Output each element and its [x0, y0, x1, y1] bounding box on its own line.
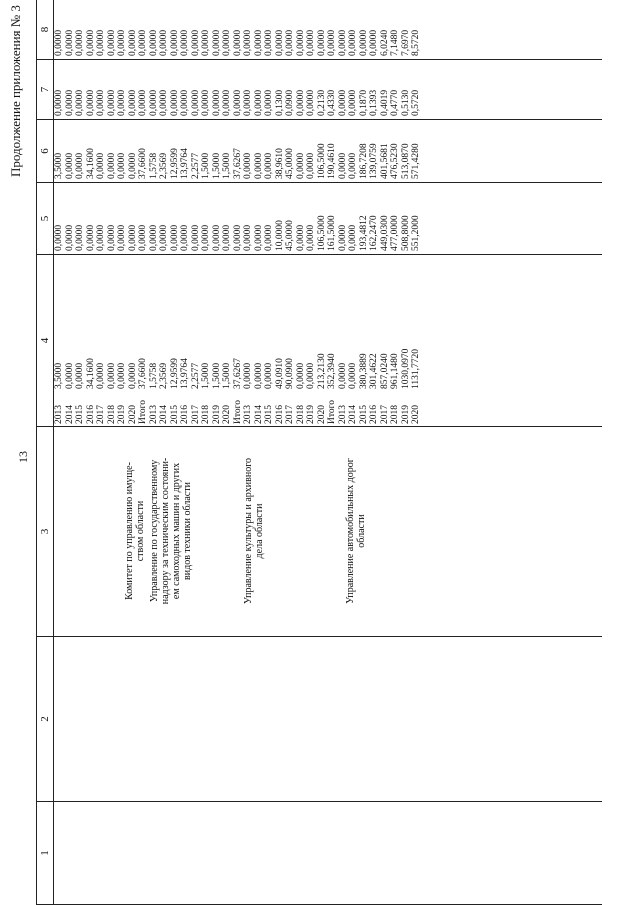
agency-name: Управление автомобильных дорог области — [345, 458, 367, 604]
value-cell: 0,0000 — [243, 152, 253, 179]
value-cell: 0,0000 — [211, 224, 222, 251]
total-value: 1030,0970 — [400, 348, 411, 389]
column-7-cell — [54, 60, 602, 120]
value-cell: 0,0000 — [264, 152, 274, 179]
total-value: 1,5000 — [222, 362, 232, 389]
value-cell: 0,0000 — [232, 224, 243, 251]
year-label: 2017 — [379, 405, 390, 424]
value-cell: 0,0000 — [117, 89, 127, 116]
value-cell: 37,6600 — [138, 148, 148, 179]
total-value: 1,5758 — [148, 362, 159, 389]
column-1-cell — [54, 802, 602, 905]
value-cell: 508,8000 — [400, 215, 411, 251]
year-label: 2014 — [253, 405, 264, 424]
column-6-cell — [54, 120, 602, 183]
value-cell: 0,0000 — [222, 224, 232, 251]
value-cell: 0,0000 — [127, 152, 138, 179]
value-cell: 0,0000 — [295, 29, 306, 56]
year-label: 2013 — [243, 405, 253, 424]
value-cell: 476,5230 — [390, 143, 400, 179]
total-value: 0,0000 — [117, 362, 127, 389]
column-number: 7 — [37, 60, 54, 120]
column-7-values — [54, 60, 422, 119]
year-label: 2015 — [358, 405, 369, 424]
value-cell: 190,4610 — [327, 143, 337, 179]
value-cell: 0,0000 — [337, 152, 348, 179]
total-value: 0,0000 — [106, 362, 117, 389]
value-cell: 2,2577 — [190, 152, 201, 179]
value-cell: 571,4280 — [411, 143, 421, 179]
value-cell: 0,0000 — [285, 29, 295, 56]
year-label: 2016 — [180, 405, 190, 424]
value-cell: 0,0000 — [358, 29, 369, 56]
total-value: 0,0000 — [306, 362, 316, 389]
value-cell: 0,0000 — [117, 152, 127, 179]
table-body-row — [54, 0, 602, 905]
year-label: 2014 — [159, 405, 169, 424]
value-cell: 0,0000 — [295, 224, 306, 251]
value-cell: 0,1393 — [369, 89, 379, 116]
year-label: 2018 — [390, 405, 400, 424]
value-cell: 0,0000 — [180, 89, 190, 116]
year-column — [54, 392, 602, 426]
value-cell: 0,0000 — [274, 29, 285, 56]
value-cell: 0,0000 — [211, 89, 222, 116]
value-cell: 0,1870 — [358, 89, 369, 116]
value-cell: 3,5000 — [54, 152, 64, 179]
value-cell: 0,0000 — [253, 89, 264, 116]
value-cell: 0,0000 — [127, 89, 138, 116]
value-cell: 0,0000 — [75, 89, 85, 116]
value-cell: 2,3569 — [159, 152, 169, 179]
total-value: 0,0000 — [96, 362, 106, 389]
value-cell: 0,0000 — [75, 29, 85, 56]
value-cell: 401,5681 — [379, 143, 390, 179]
value-cell: 0,0000 — [64, 89, 75, 116]
value-cell: 45,0000 — [285, 220, 295, 251]
agency-name: Комитет по управлению имуще- ством области — [124, 462, 146, 600]
total-value: 90,0900 — [285, 358, 295, 389]
value-cell: 0,0000 — [253, 152, 264, 179]
year-label: 2016 — [85, 405, 96, 424]
total-value: 3,5000 — [54, 362, 64, 389]
value-cell: 0,0000 — [117, 29, 127, 56]
value-cell: 1,5000 — [201, 152, 211, 179]
value-cell: 8,5720 — [411, 29, 421, 56]
value-cell: 0,0000 — [138, 224, 148, 251]
total-value: 213,2130 — [316, 353, 327, 389]
value-cell: 0,0000 — [180, 29, 190, 56]
value-cell: 6,0240 — [379, 29, 390, 56]
year-label: 2013 — [337, 405, 348, 424]
value-cell: 477,0000 — [390, 215, 400, 251]
year-label: 2015 — [169, 405, 180, 424]
value-cell: 0,0000 — [295, 152, 306, 179]
value-cell: 0,0000 — [201, 29, 211, 56]
value-cell: 0,0000 — [243, 89, 253, 116]
year-label: 2019 — [211, 405, 222, 424]
value-cell: 0,0000 — [106, 152, 117, 179]
value-cell: 7,6970 — [400, 29, 411, 56]
total-value: 1,5000 — [211, 362, 222, 389]
value-cell: 0,0000 — [127, 224, 138, 251]
column-number: 1 — [37, 802, 54, 905]
value-cell: 0,0000 — [85, 89, 96, 116]
total-value: 961,1480 — [390, 353, 400, 389]
total-value: 49,0910 — [274, 358, 285, 389]
value-cell: 1,5000 — [222, 152, 232, 179]
value-cell: 0,0000 — [348, 89, 358, 116]
total-value: 0,0000 — [64, 362, 75, 389]
value-cell: 449,0300 — [379, 215, 390, 251]
value-cell: 0,0000 — [264, 29, 274, 56]
total-value: 0,0000 — [75, 362, 85, 389]
column-5-cell — [54, 183, 602, 255]
value-cell: 0,0000 — [190, 89, 201, 116]
value-cell: 0,0000 — [232, 29, 243, 56]
value-cell: 0,0000 — [180, 224, 190, 251]
value-cell: 0,0000 — [316, 29, 327, 56]
value-cell: 37,6267 — [232, 148, 243, 179]
value-cell: 0,4019 — [379, 89, 390, 116]
total-value: 301,4622 — [369, 353, 379, 389]
value-cell: 0,0000 — [159, 89, 169, 116]
year-label: 2017 — [285, 405, 295, 424]
total-value: 352,3940 — [327, 353, 337, 389]
column-number: 8 — [37, 0, 54, 60]
value-cell: 0,0000 — [190, 29, 201, 56]
value-cell: 0,0000 — [211, 29, 222, 56]
column-number: 2 — [37, 637, 54, 802]
total-value: 0,0000 — [337, 362, 348, 389]
value-cell: 0,0000 — [348, 29, 358, 56]
year-label: 2018 — [201, 405, 211, 424]
value-cell: 0,0000 — [54, 89, 64, 116]
value-cell: 45,0000 — [285, 148, 295, 179]
value-cell: 0,0000 — [348, 224, 358, 251]
value-cell: 0,0000 — [64, 224, 75, 251]
value-cell: 34,1600 — [85, 148, 96, 179]
total-value: 1131,7720 — [411, 348, 421, 389]
total-value: 2,3569 — [159, 362, 169, 389]
value-cell: 193,4812 — [358, 215, 369, 251]
value-cell: 0,4330 — [327, 89, 337, 116]
value-cell: 0,0000 — [54, 29, 64, 56]
value-cell: 7,1480 — [390, 29, 400, 56]
value-cell: 0,0000 — [96, 224, 106, 251]
total-value: 0,0000 — [295, 362, 306, 389]
column-2-cell — [54, 637, 602, 802]
value-cell: 0,0000 — [327, 29, 337, 56]
value-cell: 0,0000 — [148, 224, 159, 251]
value-cell: 0,0000 — [96, 29, 106, 56]
value-cell: 0,0000 — [138, 29, 148, 56]
total-value: 0,0000 — [253, 362, 264, 389]
value-cell: 0,0000 — [64, 29, 75, 56]
value-cell: 0,0000 — [201, 89, 211, 116]
year-label: 2019 — [306, 405, 316, 424]
value-cell: 0,0000 — [264, 224, 274, 251]
value-cell: 0,0000 — [190, 224, 201, 251]
value-cell: 0,0000 — [264, 89, 274, 116]
value-cell: 13,9764 — [180, 148, 190, 179]
value-cell: 0,0900 — [285, 89, 295, 116]
total-value: 0,0000 — [243, 362, 253, 389]
value-cell: 186,7208 — [358, 143, 369, 179]
value-cell: 0,0000 — [117, 224, 127, 251]
column-5-values — [54, 183, 422, 254]
column-number: 5 — [37, 183, 54, 255]
total-value: 34,1600 — [85, 358, 96, 389]
value-cell: 38,9610 — [274, 148, 285, 179]
total-value: 0,0000 — [348, 362, 358, 389]
value-cell: 0,0000 — [337, 224, 348, 251]
year-label: 2020 — [316, 405, 327, 424]
value-cell: 0,0000 — [369, 29, 379, 56]
value-cell: 551,2000 — [411, 215, 421, 251]
value-cell: 1,5000 — [211, 152, 222, 179]
value-cell: 0,5130 — [400, 89, 411, 116]
value-cell: 0,0000 — [243, 224, 253, 251]
year-label: 2017 — [96, 405, 106, 424]
total-value: 13,9764 — [180, 358, 190, 389]
value-cell: 0,2130 — [316, 89, 327, 116]
total-value: 2,2577 — [190, 362, 201, 389]
value-cell: 0,0000 — [232, 89, 243, 116]
value-cell: 0,1300 — [274, 89, 285, 116]
value-cell: 0,0000 — [106, 224, 117, 251]
year-label: 2020 — [127, 405, 138, 424]
value-cell: 513,0870 — [400, 143, 411, 179]
value-cell: 0,0000 — [159, 29, 169, 56]
value-cell: 106,5000 — [316, 215, 327, 251]
total-value: 37,6267 — [232, 358, 243, 389]
value-cell: 106,5000 — [316, 143, 327, 179]
value-cell: 0,0000 — [222, 89, 232, 116]
value-cell: 0,0000 — [64, 152, 75, 179]
year-label: 2019 — [117, 405, 127, 424]
year-total-cell — [54, 255, 602, 427]
year-label: 2017 — [190, 405, 201, 424]
value-cell: 0,0000 — [337, 29, 348, 56]
value-cell: 0,0000 — [306, 224, 316, 251]
value-cell: 0,0000 — [96, 89, 106, 116]
year-label: 2019 — [400, 405, 411, 424]
year-label: 2018 — [295, 405, 306, 424]
column-number: 3 — [37, 427, 54, 637]
page-number: 13 — [16, 451, 30, 463]
value-cell: 0,0000 — [201, 224, 211, 251]
value-cell: 0,0000 — [306, 152, 316, 179]
total-value: 380,3889 — [358, 353, 369, 389]
year-label: 2014 — [348, 405, 358, 424]
value-cell: 0,0000 — [159, 224, 169, 251]
value-cell: 0,0000 — [253, 224, 264, 251]
total-value: 1,5000 — [201, 362, 211, 389]
column-8-cell — [54, 0, 602, 60]
year-label: 2014 — [64, 405, 75, 424]
value-cell: 0,0000 — [169, 29, 180, 56]
value-cell: 0,0000 — [106, 89, 117, 116]
value-cell: 1,5758 — [148, 152, 159, 179]
value-cell: 139,0759 — [369, 143, 379, 179]
year-label: 2015 — [75, 405, 85, 424]
value-cell: 0,0000 — [127, 29, 138, 56]
year-label: 2013 — [148, 405, 159, 424]
column-number-row — [37, 0, 54, 905]
value-cell: 0,0000 — [75, 224, 85, 251]
value-cell: 161,5000 — [327, 215, 337, 251]
total-column — [54, 349, 602, 392]
value-cell: 12,9599 — [169, 148, 180, 179]
column-number: 4 — [37, 255, 54, 427]
value-cell: 0,0000 — [85, 29, 96, 56]
year-label: 2016 — [369, 405, 379, 424]
appendix-label: Продолжение приложения № 3 — [8, 5, 23, 177]
value-cell: 0,5720 — [411, 89, 421, 116]
data-table — [36, 0, 602, 905]
value-cell: 0,0000 — [54, 224, 64, 251]
total-value: 0,0000 — [127, 362, 138, 389]
value-cell: 162,2470 — [369, 215, 379, 251]
year-label: Итого — [138, 399, 148, 424]
value-cell: 0,0000 — [138, 89, 148, 116]
year-label: 2018 — [106, 405, 117, 424]
value-cell: 0,4770 — [390, 89, 400, 116]
value-cell: 0,0000 — [106, 29, 117, 56]
value-cell: 0,0000 — [85, 224, 96, 251]
value-cell: 0,0000 — [148, 89, 159, 116]
total-value: 37,6600 — [138, 358, 148, 389]
year-label: 2020 — [411, 405, 421, 424]
value-cell: 0,0000 — [222, 29, 232, 56]
year-label: 2013 — [54, 405, 64, 424]
year-label: 2016 — [274, 405, 285, 424]
year-label: 2015 — [264, 405, 274, 424]
agency-name: Управление по государственному надзору за техническим состояни- ем самоходных машин и других видов техники области — [149, 457, 193, 605]
value-cell: 0,0000 — [337, 89, 348, 116]
column-6-values — [54, 120, 422, 182]
total-value: 0,0000 — [264, 362, 274, 389]
agency-cell — [54, 427, 602, 637]
value-cell: 0,0000 — [75, 152, 85, 179]
value-cell: 0,0000 — [295, 89, 306, 116]
total-value: 12,9599 — [169, 358, 180, 389]
value-cell: 0,0000 — [169, 224, 180, 251]
value-cell: 0,0000 — [306, 29, 316, 56]
year-label: 2020 — [222, 405, 232, 424]
year-label: Итого — [327, 399, 337, 424]
value-cell: 0,0000 — [148, 29, 159, 56]
value-cell: 0,0000 — [253, 29, 264, 56]
value-cell: 0,0000 — [96, 152, 106, 179]
value-cell: 0,0000 — [243, 29, 253, 56]
value-cell: 0,0000 — [306, 89, 316, 116]
value-cell: 0,0000 — [169, 89, 180, 116]
total-value: 857,0240 — [379, 353, 390, 389]
column-number: 6 — [37, 120, 54, 183]
value-cell: 10,0000 — [274, 220, 285, 251]
agency-name: Управление культуры и архивного дела области — [243, 457, 265, 605]
value-cell: 0,0000 — [348, 152, 358, 179]
column-8-values — [54, 0, 422, 59]
year-label: Итого — [232, 399, 243, 424]
